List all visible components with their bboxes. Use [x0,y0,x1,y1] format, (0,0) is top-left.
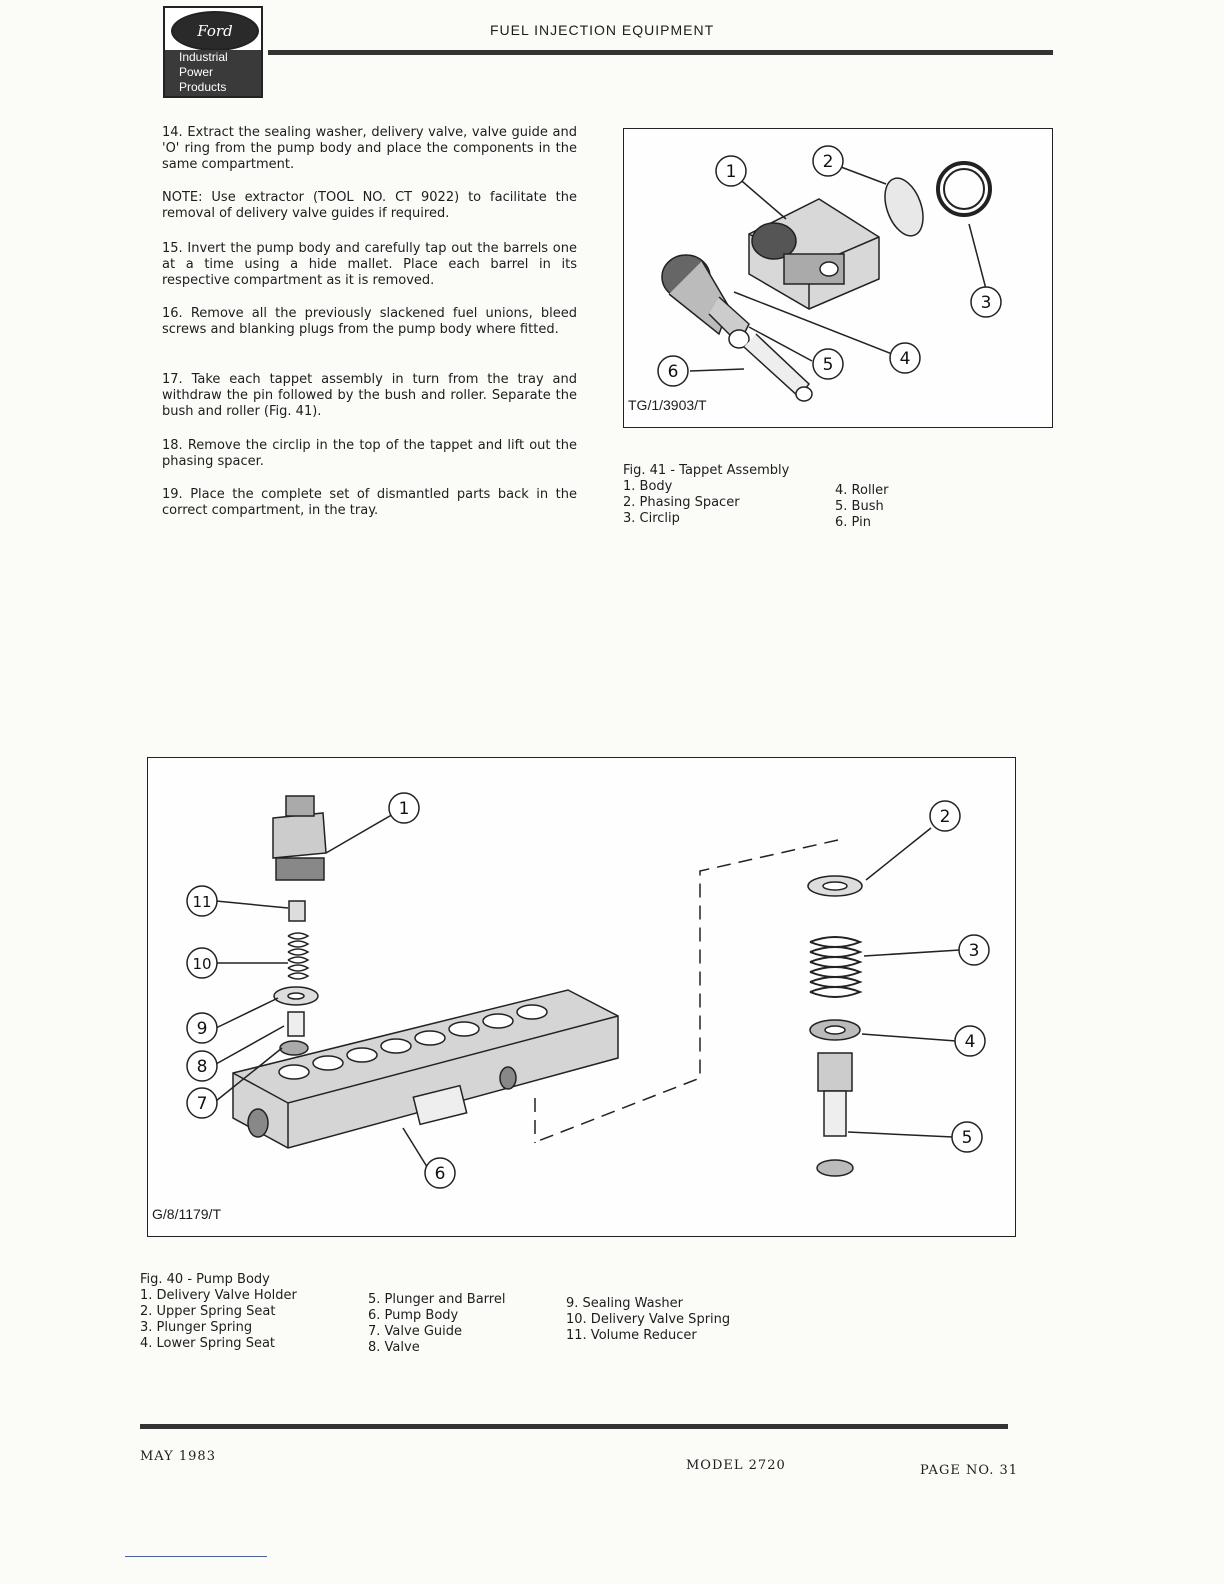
footer-date: MAY 1983 [140,1449,216,1464]
footer-model: MODEL 2720 [686,1458,786,1473]
footer-rule [140,1424,1008,1429]
fig41-reference: TG/1/3903/T [628,397,707,413]
fig41-items-left [623,479,740,527]
fig40-col2 [368,1292,505,1356]
step-15: 15. Invert the pump body and carefully tap out the barrels one at a time using a hide mallet. Place each barrel in its respective compartment as it is removed. [162,241,577,288]
step-19: 19. Place the complete set of dismantled parts back in the correct compartment, in the tray. [162,487,577,518]
fig40-callout-label: 11 [192,893,212,911]
fig40-callout-label: 8 [196,1057,208,1077]
fig40-item: 3. Plunger Spring [140,1320,253,1335]
fig41-item: 4. Roller [835,483,889,498]
fig40-callout-label: 9 [196,1019,208,1039]
header-rule [268,50,1053,55]
fig40-col3 [566,1296,730,1344]
fig40-item: 7. Valve Guide [368,1324,462,1339]
fig41-callout-label: 4 [899,349,911,369]
fig41-item: 3. Circlip [623,511,680,526]
fig40-callout-label: 1 [398,799,410,819]
fig41-items-right [835,483,889,531]
fig40-item: 4. Lower Spring Seat [140,1336,276,1351]
fig40-item: 5. Plunger and Barrel [368,1292,506,1307]
logo-line: Products [179,80,227,94]
fig40-item: 10. Delivery Valve Spring [566,1312,731,1327]
fig41-item: 6. Pin [835,515,871,530]
fig41-callout-label: 2 [822,152,834,172]
page-title: FUEL INJECTION EQUIPMENT [490,22,715,38]
step-14: 14. Extract the sealing washer, delivery valve, valve guide and 'O' ring from the pump body and place the components in the same compartment. [162,125,577,172]
fig40-item: 2. Upper Spring Seat [140,1304,276,1319]
fig41-item: 5. Bush [835,499,884,514]
logo-division-text [165,50,261,96]
fig41-callout-label: 6 [667,362,679,382]
fig41-item: 1. Body [623,479,673,494]
fig40-callout-label: 6 [434,1164,446,1184]
step-18: 18. Remove the circlip in the top of the tappet and lift out the phasing spacer. [162,438,577,469]
fig41-item: 2. Phasing Spacer [623,495,740,510]
fig40-callout-label: 7 [196,1094,208,1114]
fig40-callout-label: 2 [939,807,951,827]
ford-oval: Ford [171,11,259,51]
fig41-callout-label: 5 [822,355,834,375]
ford-logo [163,6,263,98]
step-17: 17. Take each tappet assembly in turn from the tray and withdraw the pin followed by the bush and roller. Separate the bush and roller (Fig. 41). [162,372,577,419]
fig40-callout-label: 3 [968,941,980,961]
fig41-frame [623,128,1053,428]
fig40-callout-label: 4 [964,1032,976,1052]
fig40-caption-title: Fig. 40 - Pump Body [140,1272,270,1287]
logo-line: Industrial [179,50,228,64]
fig40-item: 8. Valve [368,1340,420,1355]
fig40-item: 9. Sealing Washer [566,1296,683,1311]
fig40-item: 1. Delivery Valve Holder [140,1288,297,1303]
fig41-callout-label: 3 [980,293,992,313]
fig40-callout-label: 5 [961,1128,973,1148]
fig40-item: 11. Volume Reducer [566,1328,697,1343]
footnote-rule [125,1556,267,1557]
fig40-item: 6. Pump Body [368,1308,459,1323]
fig40-callout-label: 10 [192,955,212,973]
fig40-col1 [140,1288,297,1352]
pump-body-illustration [148,758,1015,1236]
fig40-reference: G/8/1179/T [152,1206,222,1222]
fig41-caption-title: Fig. 41 - Tappet Assembly [623,463,790,478]
fig40-frame [147,757,1016,1237]
logo-line: Power [179,65,214,79]
note-extractor: NOTE: Use extractor (TOOL NO. CT 9022) to facilitate the removal of delivery valve guides if required. [162,190,577,221]
fig41-callout-label: 1 [725,162,737,182]
footer-page-number: PAGE NO. 31 [920,1463,1019,1478]
step-16: 16. Remove all the previously slackened fuel unions, bleed screws and blanking plugs from the pump body where fitted. [162,306,577,337]
tappet-assembly-illustration [624,129,1052,427]
